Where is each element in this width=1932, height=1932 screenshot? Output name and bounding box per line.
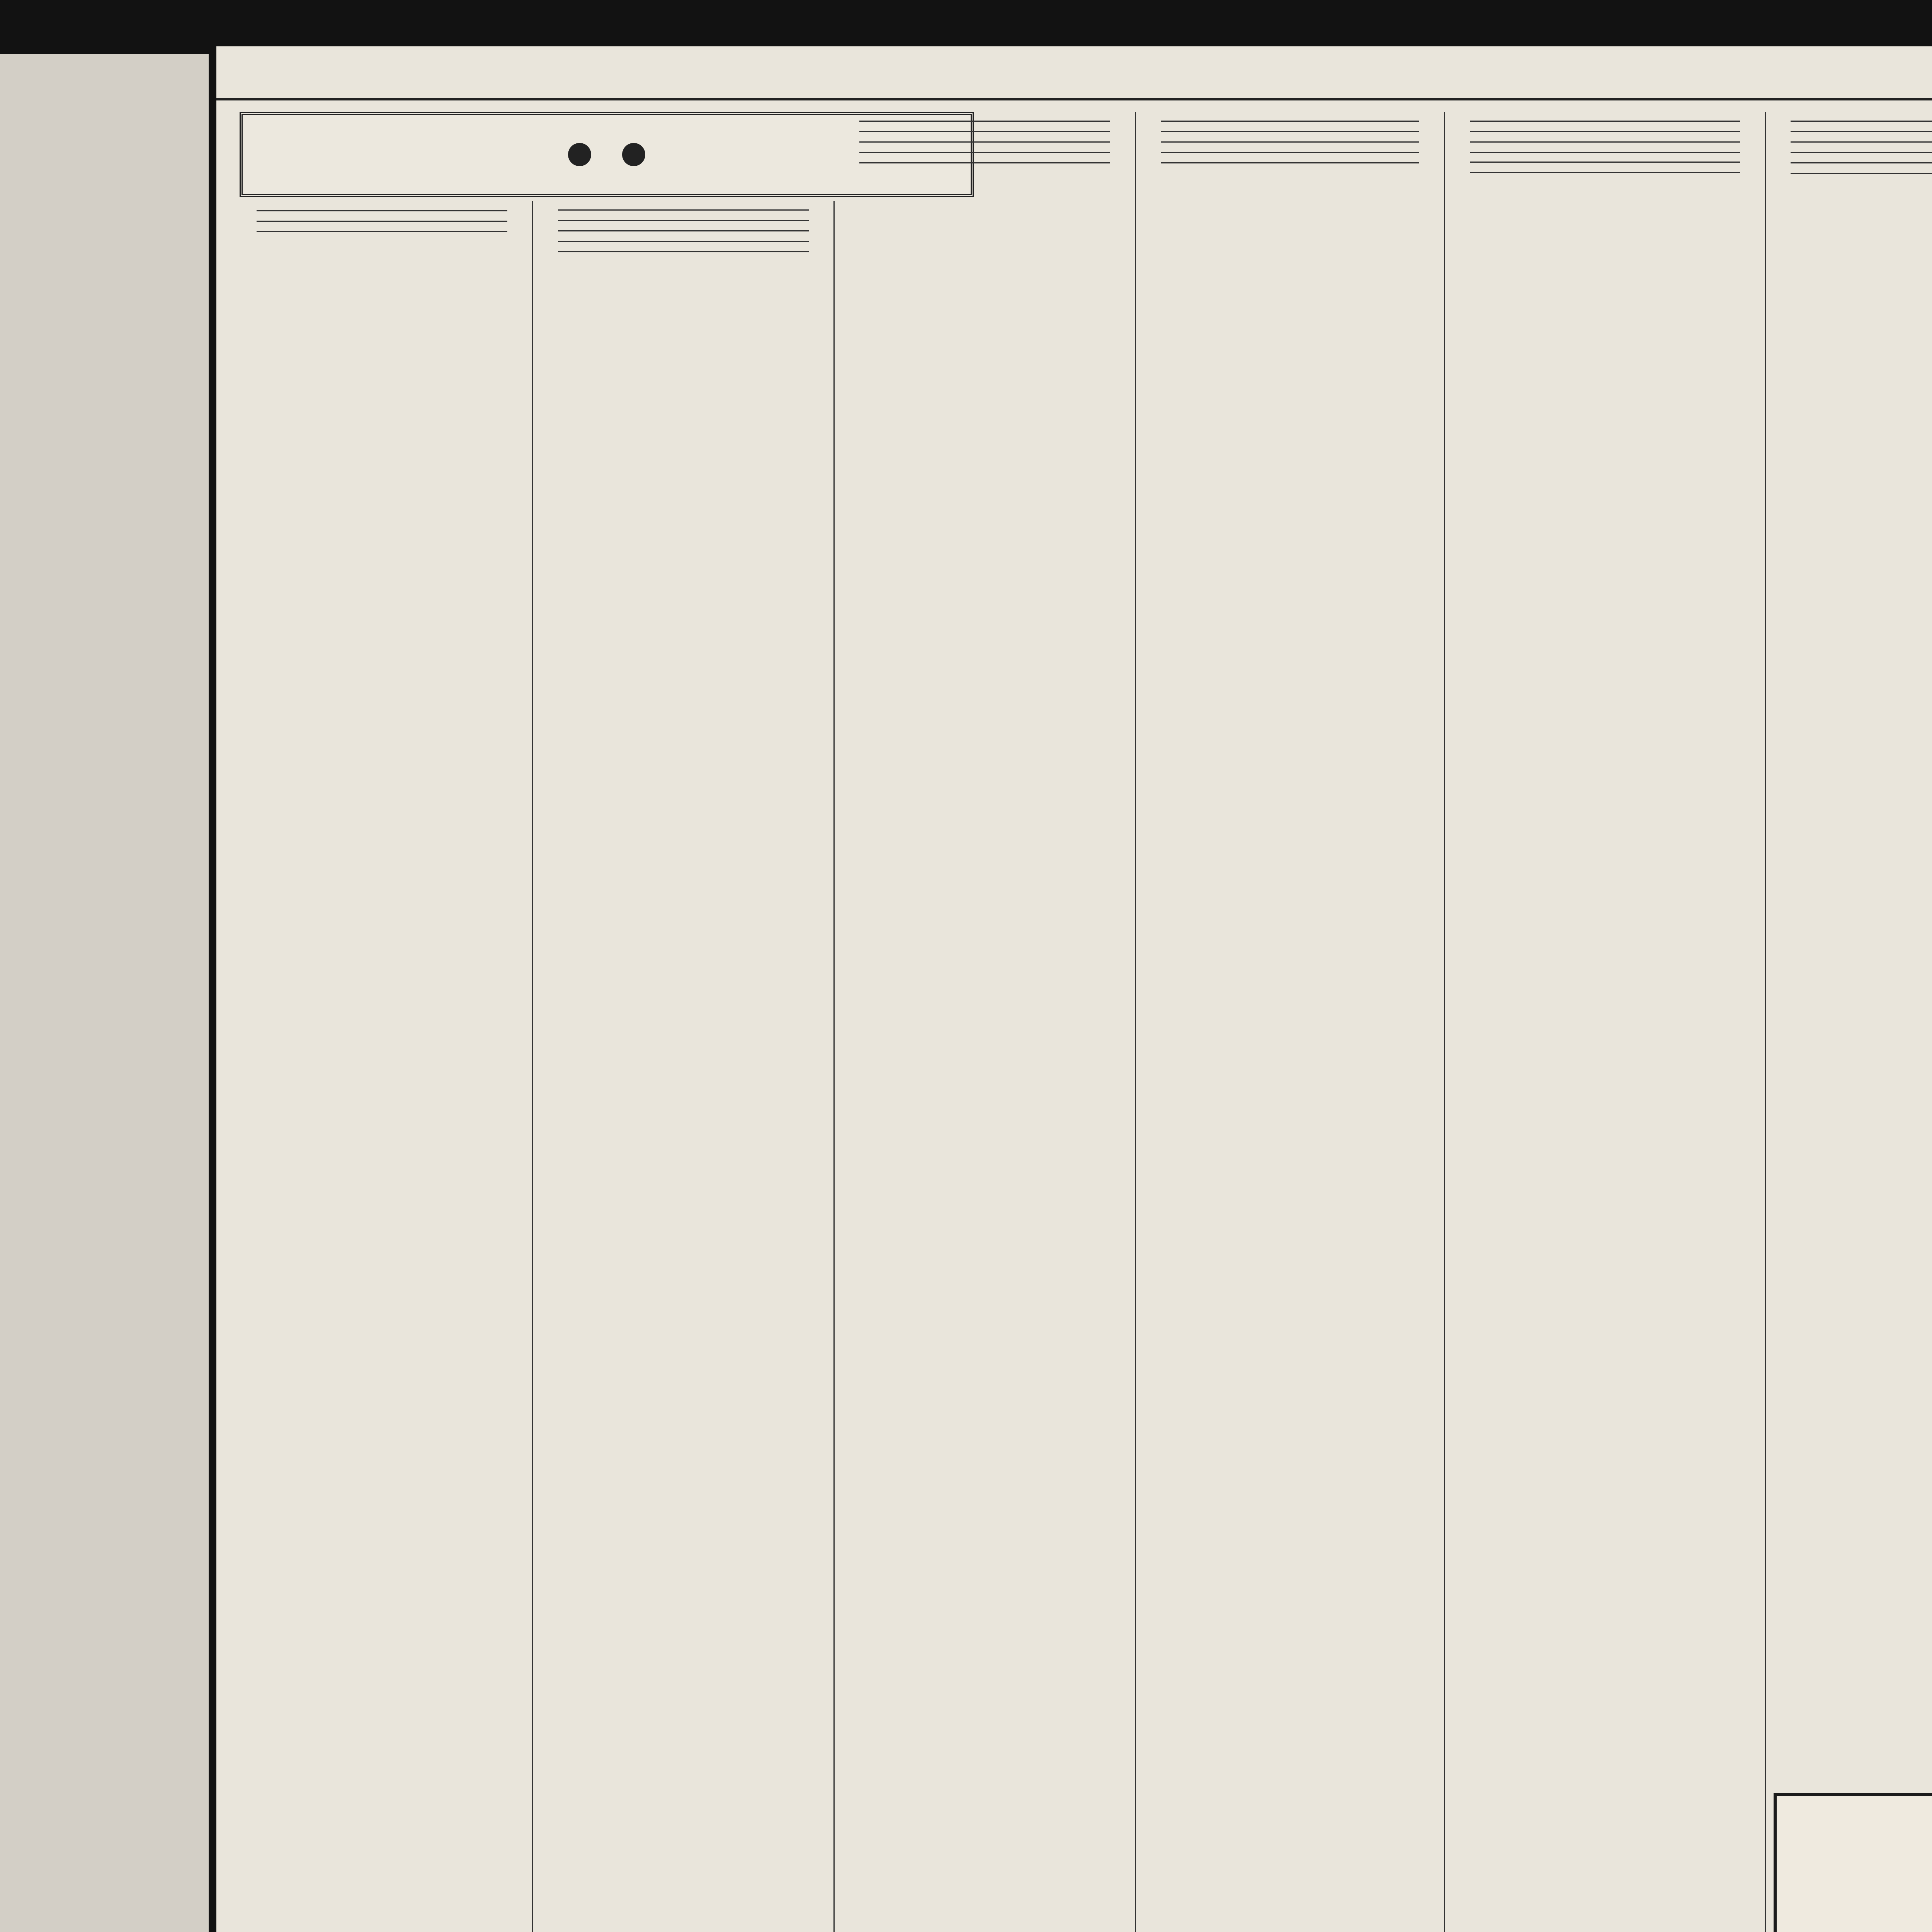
column-4 — [1136, 112, 1445, 1932]
section-divider — [558, 241, 809, 242]
ornament-icon — [622, 143, 645, 166]
section-divider — [1161, 131, 1419, 132]
jeweler-advertisement — [1774, 1793, 1932, 1932]
section-divider — [257, 221, 507, 222]
section-divider — [1791, 162, 1932, 163]
section-divider — [1470, 121, 1740, 122]
section-divider — [1470, 152, 1740, 153]
section-divider — [1791, 173, 1932, 174]
section-divider — [1791, 121, 1932, 122]
section-divider — [257, 231, 507, 232]
section-divider — [1470, 131, 1740, 132]
section-divider — [558, 230, 809, 231]
section-divider — [1791, 152, 1932, 153]
section-divider — [859, 131, 1110, 132]
section-divider — [1791, 131, 1932, 132]
section-divider — [257, 210, 507, 211]
section-divider — [1470, 162, 1740, 163]
section-divider — [1161, 141, 1419, 143]
column-5 — [1445, 112, 1766, 1932]
section-divider — [1161, 152, 1419, 153]
previous-page-edge — [0, 54, 209, 1932]
section-divider — [1470, 141, 1740, 143]
masthead — [216, 46, 1932, 100]
column-2 — [533, 201, 835, 1932]
prev-page-heading — [0, 1501, 209, 1515]
prev-page-heading — [0, 82, 209, 96]
section-divider — [1791, 141, 1932, 143]
section-divider — [859, 121, 1110, 122]
section-divider — [1470, 172, 1740, 173]
ornament-icon — [568, 143, 591, 166]
column-6 — [1766, 112, 1932, 1932]
prev-page-fragment — [0, 54, 209, 68]
section-divider — [558, 220, 809, 221]
section-divider — [1161, 121, 1419, 122]
prev-page-heading — [0, 637, 209, 651]
section-divider — [859, 162, 1110, 163]
newspaper-page — [216, 46, 1932, 1932]
prev-page-fragment — [0, 68, 209, 82]
section-divider — [558, 251, 809, 252]
column-3 — [835, 112, 1136, 1932]
section-divider — [859, 152, 1110, 153]
section-divider — [859, 141, 1110, 143]
section-divider — [1161, 162, 1419, 163]
column-1 — [232, 201, 533, 1932]
section-divider — [558, 209, 809, 211]
